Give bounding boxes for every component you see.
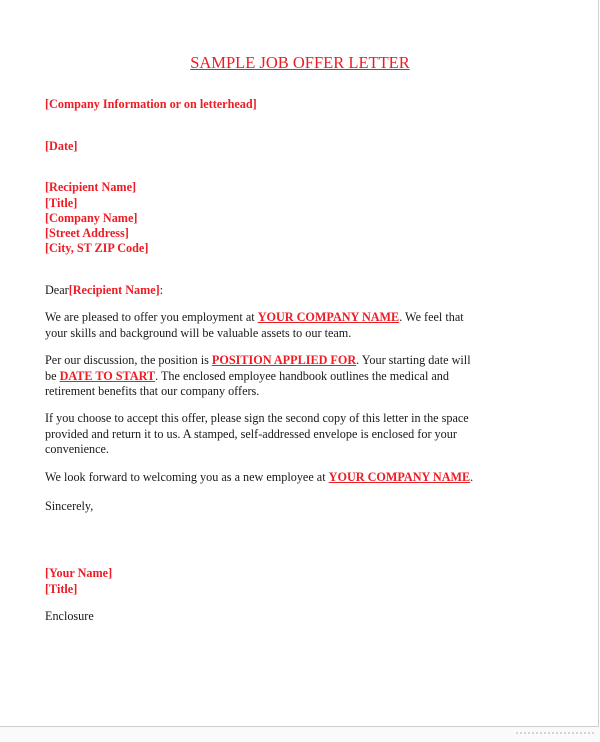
p1-text-c: your skills and background will be valuable assets to our team. — [45, 325, 352, 340]
p2-text-c: be — [45, 368, 60, 383]
paragraph-offer — [45, 310, 515, 341]
p1-text-b: . We feel that — [399, 310, 464, 324]
company-info-placeholder: [Company Information or on letterhead] — [45, 97, 257, 111]
salutation-name: [Recipient Name] — [68, 283, 160, 297]
enclosure-note: Enclosure — [45, 609, 94, 623]
p2-text-b: . Your starting date will — [356, 353, 471, 367]
p4-text-b: . — [470, 470, 474, 484]
paragraph-position — [45, 353, 515, 400]
paragraph-welcome — [45, 470, 515, 486]
dotted-decoration — [515, 731, 595, 735]
recipient-company: [Company Name] — [45, 211, 138, 225]
start-date-placeholder: DATE TO START — [59, 368, 156, 383]
salutation-prefix: Dear — [45, 283, 69, 297]
recipient-street: [Street Address] — [45, 226, 129, 240]
page-bottom-strip — [0, 727, 600, 742]
recipient-title: [Title] — [45, 196, 78, 210]
recipient-name: [Recipient Name] — [45, 180, 137, 194]
p2-text-e: retirement benefits that our company offers. — [45, 384, 260, 398]
p4-text-a: We look forward to welcoming you as a new employee at — [45, 470, 329, 484]
salutation-suffix: : — [159, 283, 164, 297]
letter-title: SAMPLE JOB OFFER LETTER — [190, 53, 410, 72]
p3-text-a: If you choose to accept this offer, please sign the second copy of this letter in the space — [45, 411, 469, 425]
position-placeholder: POSITION APPLIED FOR — [211, 353, 357, 367]
closing: Sincerely, — [45, 499, 94, 513]
p3-text-b: provided and return it to us. A stamped, self-addressed envelope is enclosed for your — [45, 426, 457, 441]
company-name-placeholder-2: YOUR COMPANY NAME — [328, 470, 471, 484]
paragraph-acceptance — [45, 411, 515, 458]
date-placeholder: [Date] — [45, 139, 78, 153]
p2-text-a: Per our discussion, the position is — [45, 353, 212, 367]
company-name-placeholder: YOUR COMPANY NAME — [257, 310, 400, 324]
p1-text-a: We are pleased to offer you employment at — [45, 310, 258, 324]
p2-text-d: . The enclosed employee handbook outlines the medical and — [155, 368, 449, 383]
signer-name: [Your Name] — [45, 566, 113, 580]
salutation — [45, 283, 163, 298]
recipient-city: [City, ST ZIP Code] — [45, 241, 149, 255]
p3-text-c: convenience. — [45, 442, 109, 456]
signer-title: [Title] — [45, 582, 78, 596]
